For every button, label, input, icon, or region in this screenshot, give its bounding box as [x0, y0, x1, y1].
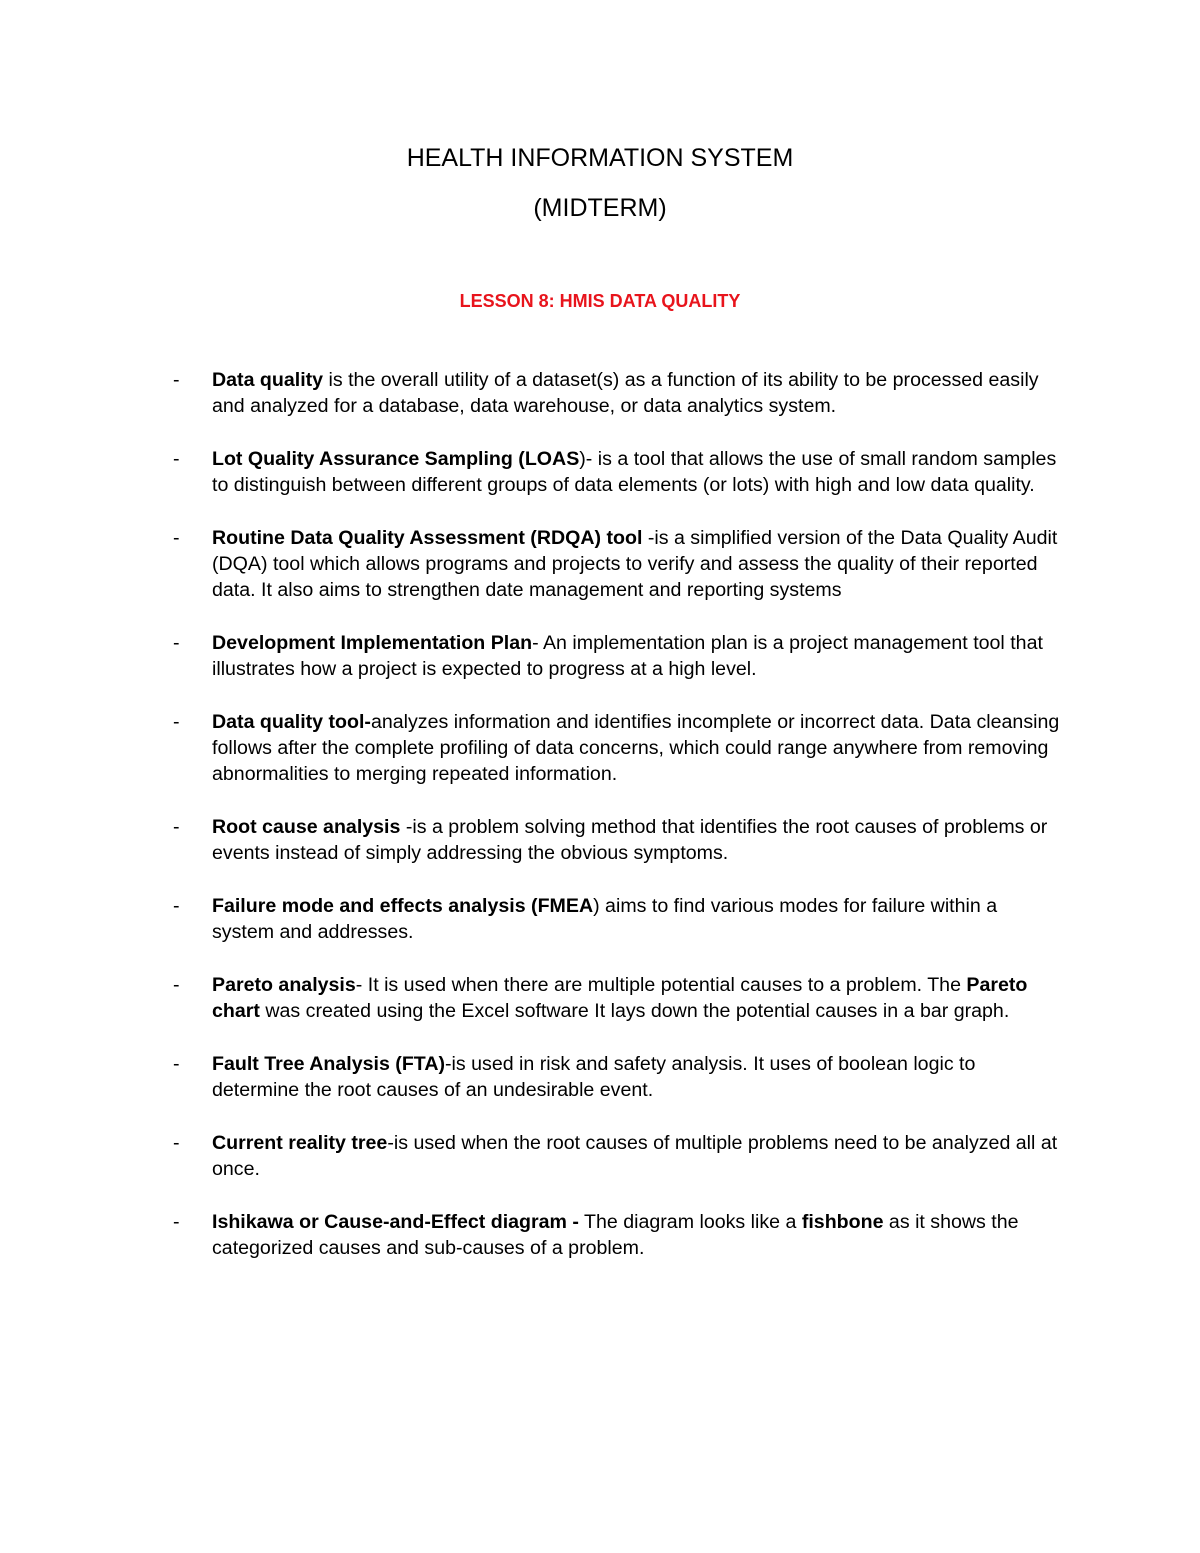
term-text: Failure mode and effects analysis (FMEA [212, 894, 594, 917]
list-item [0, 1051, 1062, 1104]
term-text: Root cause analysis [212, 816, 401, 839]
lesson-heading: LESSON 8: HMIS DATA QUALITY [459, 291, 741, 311]
definition-text: -is a simplified version of the Data Quality Audit (DQA) tool which allows programs and projects to verify and assess the quality of their reported data. It also aims to strengthen date management and reporting systems [212, 526, 1058, 602]
document-subtitle: (MIDTERM) [533, 194, 667, 222]
bullet-dash: - [173, 526, 180, 549]
definition-text: )- is a tool that allows the use of small random samples to distinguish between different groups of data elements (or lots) with high and low data quality. [212, 447, 1057, 497]
term-text: Data quality [212, 369, 324, 391]
term-text: Fault Tree Analysis (FTA) [212, 1052, 445, 1075]
term-text: Pareto analysis [212, 973, 356, 996]
bullet-dash: - [173, 1052, 180, 1075]
bullet-dash: - [173, 447, 180, 470]
definition-text: ) aims to find various modes for failure within a system and addresses. [212, 894, 998, 944]
term-text: Ishikawa or Cause-and-Effect diagram - [212, 1210, 579, 1233]
term-text: Data quality tool- [212, 710, 371, 733]
list-item [0, 446, 1062, 499]
bullet-dash: - [173, 894, 180, 917]
definition-text: is the overall utility of a dataset(s) as a function of its ability to be processed easily and analyzed for a database, data warehouse, or data analytics system. [212, 369, 1039, 418]
bullet-dash: - [173, 710, 180, 733]
list-item [0, 630, 1062, 683]
bullet-dash: - [173, 816, 180, 839]
definition-text: was created using the Excel software It lays down the potential causes in a bar graph. [259, 1000, 1010, 1023]
definition-list [0, 367, 1200, 1287]
definition-text: as it shows the categorized causes and sub-causes of a problem. [212, 1210, 1019, 1259]
definition-text: -is a problem solving method that identifies the root causes of problems or events instead of simply addressing the obvious symptoms. [212, 816, 1048, 865]
document-title: HEALTH INFORMATION SYSTEM [406, 144, 794, 172]
term-text: fishbone [801, 1210, 884, 1233]
term-text: Current reality tree [212, 1131, 388, 1154]
term-text: Development Implementation Plan [212, 631, 533, 654]
list-item [0, 1209, 1062, 1262]
list-item [0, 814, 1062, 867]
term-text: Lot Quality Assurance Sampling (LOAS [212, 447, 580, 470]
bullet-dash: - [173, 1131, 180, 1154]
list-item [0, 709, 1062, 788]
definition-text: - It is used when there are multiple potential causes to a problem. The [355, 973, 967, 996]
list-item [0, 1130, 1062, 1183]
term-text: Pareto chart [212, 973, 1028, 1023]
list-item [0, 893, 1062, 946]
definition-text: analyzes information and identifies incomplete or incorrect data. Data cleansing follows after the complete profiling of data concerns, which could range anywhere from removing abnormalities to merging repeated information. [212, 710, 1060, 786]
definition-text: The diagram looks like a [578, 1210, 802, 1233]
definition-text: - An implementation plan is a project management tool that illustrates how a project is expected to progress at a high level. [212, 631, 1043, 681]
bullet-dash: - [173, 973, 180, 996]
bullet-dash: - [173, 631, 180, 654]
bullet-dash: - [173, 1210, 180, 1233]
list-item [0, 972, 1062, 1025]
list-item [0, 525, 1062, 604]
term-text: Routine Data Quality Assessment (RDQA) tool [212, 526, 643, 549]
list-item [0, 367, 1062, 420]
definition-text: -is used when the root causes of multiple problems need to be analyzed all at once. [212, 1131, 1058, 1180]
bullet-dash: - [173, 369, 180, 391]
definition-text: -is used in risk and safety analysis. It uses of boolean logic to determine the root causes of an undesirable event. [212, 1052, 976, 1102]
